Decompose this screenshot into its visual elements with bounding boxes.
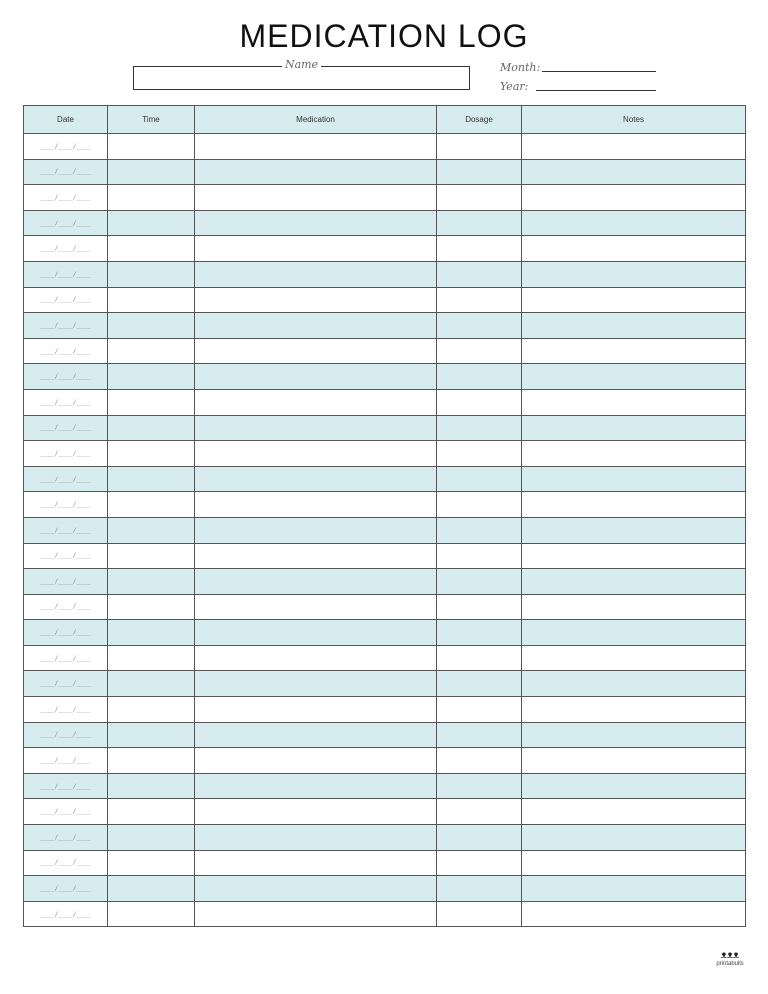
notes-cell[interactable] bbox=[522, 517, 746, 543]
time-cell[interactable] bbox=[108, 210, 195, 236]
date-cell[interactable] bbox=[24, 876, 108, 902]
table-row bbox=[24, 901, 746, 927]
date-placeholder: ____/____/____ bbox=[40, 526, 91, 534]
dosage-cell[interactable] bbox=[437, 620, 522, 646]
dosage-cell[interactable] bbox=[437, 825, 522, 851]
dosage-cell[interactable] bbox=[437, 594, 522, 620]
medication-cell[interactable] bbox=[195, 748, 437, 774]
time-cell[interactable] bbox=[108, 185, 195, 211]
dosage-cell[interactable] bbox=[437, 645, 522, 671]
dosage-cell[interactable] bbox=[437, 671, 522, 697]
date-cell[interactable] bbox=[24, 697, 108, 723]
page-title: MEDICATION LOG bbox=[239, 18, 529, 54]
medication-cell[interactable] bbox=[195, 876, 437, 902]
dosage-cell[interactable] bbox=[437, 185, 522, 211]
medication-cell[interactable] bbox=[195, 671, 437, 697]
date-cell[interactable] bbox=[24, 594, 108, 620]
date-cell[interactable] bbox=[24, 313, 108, 339]
notes-cell[interactable] bbox=[522, 159, 746, 185]
notes-cell[interactable] bbox=[522, 185, 746, 211]
dosage-cell[interactable] bbox=[437, 773, 522, 799]
time-cell[interactable] bbox=[108, 876, 195, 902]
date-cell[interactable] bbox=[24, 671, 108, 697]
medication-cell[interactable] bbox=[195, 594, 437, 620]
dosage-cell[interactable] bbox=[437, 261, 522, 287]
date-cell[interactable] bbox=[24, 261, 108, 287]
medication-cell[interactable] bbox=[195, 466, 437, 492]
date-placeholder: ____/____/____ bbox=[40, 168, 91, 176]
date-cell[interactable] bbox=[24, 517, 108, 543]
dosage-cell[interactable] bbox=[437, 441, 522, 467]
date-placeholder: ____/____/____ bbox=[40, 270, 91, 278]
medication-cell[interactable] bbox=[195, 543, 437, 569]
date-placeholder: ____/____/____ bbox=[40, 808, 91, 816]
table-row bbox=[24, 492, 746, 518]
medication-cell[interactable] bbox=[195, 825, 437, 851]
year-label: Year: bbox=[500, 80, 529, 93]
date-cell[interactable] bbox=[24, 185, 108, 211]
notes-cell[interactable] bbox=[522, 543, 746, 569]
brand-logo bbox=[708, 950, 752, 967]
dosage-cell[interactable] bbox=[437, 313, 522, 339]
column-header-time: Time bbox=[108, 106, 195, 134]
notes-cell[interactable] bbox=[522, 850, 746, 876]
date-placeholder: ____/____/____ bbox=[40, 603, 91, 611]
table-body bbox=[24, 134, 746, 927]
date-placeholder: ____/____/____ bbox=[40, 885, 91, 893]
date-placeholder: ____/____/____ bbox=[40, 424, 91, 432]
dosage-cell[interactable] bbox=[437, 850, 522, 876]
column-header-medication: Medication bbox=[195, 106, 437, 134]
time-cell[interactable] bbox=[108, 799, 195, 825]
notes-cell[interactable] bbox=[522, 415, 746, 441]
dosage-cell[interactable] bbox=[437, 364, 522, 390]
date-placeholder: ____/____/____ bbox=[40, 552, 91, 560]
table-row bbox=[24, 338, 746, 364]
date-cell[interactable] bbox=[24, 415, 108, 441]
table-row bbox=[24, 159, 746, 185]
notes-cell[interactable] bbox=[522, 569, 746, 595]
table-row bbox=[24, 236, 746, 262]
date-cell[interactable] bbox=[24, 389, 108, 415]
table-row bbox=[24, 134, 746, 160]
date-placeholder: ____/____/____ bbox=[40, 629, 91, 637]
table-row bbox=[24, 850, 746, 876]
medication-cell[interactable] bbox=[195, 287, 437, 313]
dosage-cell[interactable] bbox=[437, 134, 522, 160]
time-cell[interactable] bbox=[108, 722, 195, 748]
time-cell[interactable] bbox=[108, 825, 195, 851]
time-cell[interactable] bbox=[108, 313, 195, 339]
notes-cell[interactable] bbox=[522, 799, 746, 825]
time-cell[interactable] bbox=[108, 261, 195, 287]
date-cell[interactable] bbox=[24, 543, 108, 569]
notes-cell[interactable] bbox=[522, 748, 746, 774]
notes-cell[interactable] bbox=[522, 313, 746, 339]
medication-cell[interactable] bbox=[195, 850, 437, 876]
notes-cell[interactable] bbox=[522, 466, 746, 492]
table-row bbox=[24, 466, 746, 492]
dosage-cell[interactable] bbox=[437, 799, 522, 825]
table-row bbox=[24, 441, 746, 467]
time-cell[interactable] bbox=[108, 236, 195, 262]
time-cell[interactable] bbox=[108, 441, 195, 467]
dosage-cell[interactable] bbox=[437, 543, 522, 569]
medication-cell[interactable] bbox=[195, 722, 437, 748]
date-placeholder: ____/____/____ bbox=[40, 731, 91, 739]
notes-cell[interactable] bbox=[522, 389, 746, 415]
notes-cell[interactable] bbox=[522, 722, 746, 748]
table-row bbox=[24, 620, 746, 646]
table-header-row bbox=[24, 106, 746, 134]
notes-cell[interactable] bbox=[522, 876, 746, 902]
table-row bbox=[24, 543, 746, 569]
date-cell[interactable] bbox=[24, 134, 108, 160]
medication-cell[interactable] bbox=[195, 441, 437, 467]
date-placeholder: ____/____/____ bbox=[40, 347, 91, 355]
date-placeholder: ____/____/____ bbox=[40, 782, 91, 790]
dosage-cell[interactable] bbox=[437, 287, 522, 313]
notes-cell[interactable] bbox=[522, 620, 746, 646]
column-header-date: Date bbox=[24, 106, 108, 134]
date-cell[interactable] bbox=[24, 441, 108, 467]
date-placeholder: ____/____/____ bbox=[40, 475, 91, 483]
time-cell[interactable] bbox=[108, 543, 195, 569]
medication-cell[interactable] bbox=[195, 799, 437, 825]
name-field[interactable] bbox=[133, 58, 470, 90]
table-row bbox=[24, 569, 746, 595]
brand-text: printabulls bbox=[716, 961, 744, 967]
date-cell[interactable] bbox=[24, 825, 108, 851]
date-placeholder: ____/____/____ bbox=[40, 501, 91, 509]
table-row bbox=[24, 389, 746, 415]
time-cell[interactable] bbox=[108, 364, 195, 390]
time-cell[interactable] bbox=[108, 594, 195, 620]
table-row bbox=[24, 261, 746, 287]
table-row bbox=[24, 594, 746, 620]
month-label: Month: bbox=[500, 61, 541, 74]
table-row bbox=[24, 671, 746, 697]
time-cell[interactable] bbox=[108, 697, 195, 723]
table-row bbox=[24, 210, 746, 236]
medication-cell[interactable] bbox=[195, 901, 437, 927]
table-row bbox=[24, 697, 746, 723]
date-cell[interactable] bbox=[24, 773, 108, 799]
table-row bbox=[24, 773, 746, 799]
time-cell[interactable] bbox=[108, 389, 195, 415]
medication-cell[interactable] bbox=[195, 210, 437, 236]
medication-cell[interactable] bbox=[195, 620, 437, 646]
medication-cell[interactable] bbox=[195, 313, 437, 339]
table-row bbox=[24, 313, 746, 339]
notes-cell[interactable] bbox=[522, 287, 746, 313]
date-cell[interactable] bbox=[24, 620, 108, 646]
date-placeholder: ____/____/____ bbox=[40, 680, 91, 688]
date-placeholder: ____/____/____ bbox=[40, 757, 91, 765]
medication-cell[interactable] bbox=[195, 364, 437, 390]
date-placeholder: ____/____/____ bbox=[40, 449, 91, 457]
medication-cell[interactable] bbox=[195, 236, 437, 262]
medication-cell[interactable] bbox=[195, 389, 437, 415]
notes-cell[interactable] bbox=[522, 364, 746, 390]
dosage-cell[interactable] bbox=[437, 492, 522, 518]
dosage-cell[interactable] bbox=[437, 569, 522, 595]
table-row bbox=[24, 364, 746, 390]
dosage-cell[interactable] bbox=[437, 722, 522, 748]
time-cell[interactable] bbox=[108, 338, 195, 364]
medication-log-table bbox=[23, 105, 746, 927]
notes-cell[interactable] bbox=[522, 594, 746, 620]
dosage-cell[interactable] bbox=[437, 236, 522, 262]
dosage-cell[interactable] bbox=[437, 210, 522, 236]
date-placeholder: ____/____/____ bbox=[40, 833, 91, 841]
date-cell[interactable] bbox=[24, 645, 108, 671]
date-cell[interactable] bbox=[24, 338, 108, 364]
date-placeholder: ____/____/____ bbox=[40, 219, 91, 227]
dosage-cell[interactable] bbox=[437, 517, 522, 543]
column-header-dosage: Dosage bbox=[437, 106, 522, 134]
time-cell[interactable] bbox=[108, 773, 195, 799]
medication-cell[interactable] bbox=[195, 338, 437, 364]
date-cell[interactable] bbox=[24, 210, 108, 236]
notes-cell[interactable] bbox=[522, 210, 746, 236]
table-row bbox=[24, 825, 746, 851]
medication-cell[interactable] bbox=[195, 492, 437, 518]
dosage-cell[interactable] bbox=[437, 415, 522, 441]
month-field[interactable] bbox=[500, 58, 656, 74]
time-cell[interactable] bbox=[108, 620, 195, 646]
table-row bbox=[24, 876, 746, 902]
dosage-cell[interactable] bbox=[437, 748, 522, 774]
date-cell[interactable] bbox=[24, 287, 108, 313]
notes-cell[interactable] bbox=[522, 441, 746, 467]
cat-faces-icon: ᴥᴥᴥ bbox=[720, 950, 740, 961]
table-row bbox=[24, 517, 746, 543]
date-placeholder: ____/____/____ bbox=[40, 398, 91, 406]
notes-cell[interactable] bbox=[522, 338, 746, 364]
time-cell[interactable] bbox=[108, 466, 195, 492]
date-placeholder: ____/____/____ bbox=[40, 654, 91, 662]
date-placeholder: ____/____/____ bbox=[40, 910, 91, 918]
dosage-cell[interactable] bbox=[437, 159, 522, 185]
notes-cell[interactable] bbox=[522, 645, 746, 671]
date-cell[interactable] bbox=[24, 748, 108, 774]
table-row bbox=[24, 415, 746, 441]
notes-cell[interactable] bbox=[522, 671, 746, 697]
date-placeholder: ____/____/____ bbox=[40, 296, 91, 304]
time-cell[interactable] bbox=[108, 492, 195, 518]
name-label: Name bbox=[284, 58, 319, 71]
date-cell[interactable] bbox=[24, 492, 108, 518]
table-row bbox=[24, 185, 746, 211]
column-header-notes: Notes bbox=[522, 106, 746, 134]
date-cell[interactable] bbox=[24, 236, 108, 262]
table-row bbox=[24, 645, 746, 671]
medication-cell[interactable] bbox=[195, 697, 437, 723]
medication-cell[interactable] bbox=[195, 261, 437, 287]
year-field[interactable] bbox=[500, 77, 656, 93]
medication-cell[interactable] bbox=[195, 773, 437, 799]
time-cell[interactable] bbox=[108, 671, 195, 697]
notes-cell[interactable] bbox=[522, 134, 746, 160]
dosage-cell[interactable] bbox=[437, 338, 522, 364]
time-cell[interactable] bbox=[108, 645, 195, 671]
date-cell[interactable] bbox=[24, 364, 108, 390]
medication-cell[interactable] bbox=[195, 517, 437, 543]
notes-cell[interactable] bbox=[522, 825, 746, 851]
date-cell[interactable] bbox=[24, 466, 108, 492]
date-cell[interactable] bbox=[24, 722, 108, 748]
medication-cell[interactable] bbox=[195, 185, 437, 211]
notes-cell[interactable] bbox=[522, 901, 746, 927]
medication-cell[interactable] bbox=[195, 134, 437, 160]
time-cell[interactable] bbox=[108, 415, 195, 441]
table-row bbox=[24, 799, 746, 825]
dosage-cell[interactable] bbox=[437, 901, 522, 927]
dosage-cell[interactable] bbox=[437, 876, 522, 902]
time-cell[interactable] bbox=[108, 517, 195, 543]
date-placeholder: ____/____/____ bbox=[40, 321, 91, 329]
notes-cell[interactable] bbox=[522, 236, 746, 262]
date-cell[interactable] bbox=[24, 159, 108, 185]
date-cell[interactable] bbox=[24, 799, 108, 825]
time-cell[interactable] bbox=[108, 901, 195, 927]
notes-cell[interactable] bbox=[522, 773, 746, 799]
date-placeholder: ____/____/____ bbox=[40, 577, 91, 585]
dosage-cell[interactable] bbox=[437, 466, 522, 492]
time-cell[interactable] bbox=[108, 569, 195, 595]
time-cell[interactable] bbox=[108, 134, 195, 160]
table-row bbox=[24, 722, 746, 748]
month-line bbox=[542, 71, 656, 72]
date-placeholder: ____/____/____ bbox=[40, 245, 91, 253]
notes-cell[interactable] bbox=[522, 492, 746, 518]
notes-cell[interactable] bbox=[522, 697, 746, 723]
date-cell[interactable] bbox=[24, 569, 108, 595]
time-cell[interactable] bbox=[108, 850, 195, 876]
date-cell[interactable] bbox=[24, 850, 108, 876]
date-placeholder: ____/____/____ bbox=[40, 705, 91, 713]
date-cell[interactable] bbox=[24, 901, 108, 927]
dosage-cell[interactable] bbox=[437, 697, 522, 723]
time-cell[interactable] bbox=[108, 159, 195, 185]
dosage-cell[interactable] bbox=[437, 389, 522, 415]
medication-cell[interactable] bbox=[195, 645, 437, 671]
date-placeholder: ____/____/____ bbox=[40, 373, 91, 381]
table-row bbox=[24, 748, 746, 774]
date-placeholder: ____/____/____ bbox=[40, 142, 91, 150]
medication-cell[interactable] bbox=[195, 159, 437, 185]
year-line bbox=[536, 90, 656, 91]
notes-cell[interactable] bbox=[522, 261, 746, 287]
date-placeholder: ____/____/____ bbox=[40, 859, 91, 867]
table-row bbox=[24, 287, 746, 313]
medication-cell[interactable] bbox=[195, 569, 437, 595]
medication-cell[interactable] bbox=[195, 415, 437, 441]
date-placeholder: ____/____/____ bbox=[40, 193, 91, 201]
time-cell[interactable] bbox=[108, 748, 195, 774]
time-cell[interactable] bbox=[108, 287, 195, 313]
